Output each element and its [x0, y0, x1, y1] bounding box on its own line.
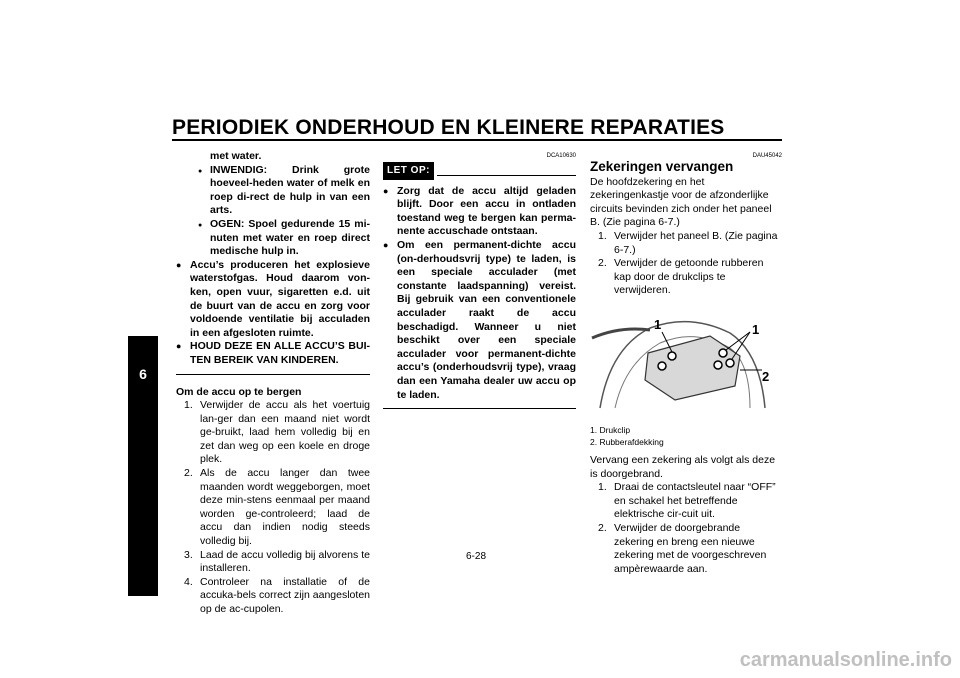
step — [598, 522, 782, 576]
notice-bullet — [383, 185, 576, 239]
step — [184, 399, 370, 467]
step — [598, 257, 782, 298]
intro-paragraph: De hoofdzekering en het zekeringenkastje voor de afzonderlijke circuits bevinden zich onder het paneel B. (Zie pagina 6-7.) — [590, 175, 772, 229]
notice-header-rule — [437, 175, 576, 176]
step-text: Verwijder de getoonde rubberen kap door de drukclips te verwijderen. — [614, 257, 764, 297]
column-left — [176, 150, 370, 617]
step-number: 2. — [184, 467, 193, 480]
reference-code: DAU45042 — [752, 153, 782, 159]
section-rule — [176, 374, 370, 375]
warning-bullet-text: Accu’s produceren het explosieve waterstofgas. Houd daarom von-ken, open vuur, sigaretten e.d. uit de buurt van de accu en zorg voor voldoende ventilatie bij acculaden in een afgesloten ruimte. — [190, 258, 370, 339]
subheading: Om de accu op te bergen — [176, 385, 302, 398]
watermark: carmanualsonline.info — [739, 649, 952, 671]
sub-bullet — [198, 164, 370, 218]
step-text: Laad de accu volledig bij alvorens te installeren. — [200, 548, 370, 575]
page-header-title: PERIODIEK ONDERHOUD EN KLEINERE REPARATIES — [172, 116, 725, 139]
header-rule — [172, 139, 782, 141]
step-text: Als de accu langer dan twee maanden wordt weggeborgen, moet deze min-stens eenmaal per maand worden ge-controleerd; laad de accu dan indien nodig steeds volledig bij. — [200, 467, 370, 548]
section-title: Zekeringen vervangen — [590, 159, 734, 174]
warning-bullet — [176, 259, 370, 341]
warning-bullet-text: HOUD DEZE EN ALLE ACCU’S BUI-TEN BEREIK VAN KINDEREN. — [190, 340, 370, 366]
callout-label: 2 — [762, 368, 770, 384]
callout-label: 1 — [752, 321, 760, 337]
bullet-icon: ● — [176, 341, 182, 352]
step — [184, 549, 370, 576]
step-number: 1. — [184, 399, 193, 412]
callout-label: 1 — [654, 316, 662, 332]
step-number: 1. — [598, 481, 607, 494]
paragraph: Vervang een zekering als volgt als deze is doorgebrand. — [590, 453, 776, 480]
step-number: 2. — [598, 257, 607, 270]
step — [598, 481, 782, 522]
sub-bullet-text: OGEN: Spoel gedurende 15 mi-nuten met water en roep direct medische hulp in. — [210, 217, 370, 258]
notice-header — [383, 162, 576, 180]
step-text: Verwijder de doorgebrande zekering en breng een nieuwe zekering met de voorgeschreven ampèrewaarde aan. — [614, 521, 767, 575]
bullet-icon: ● — [176, 259, 182, 270]
bullet-icon: ● — [383, 185, 389, 196]
notice-bullet-text: Om een permanent-dichte accu (on-derhoudsvrij type) te laden, is een speciale acculader (met constante laadspanning) vereist. Bij gebruik van een conventionele acculader raakt de accu beschadigd. Wanneer u niet beschikt over een speciale acculader voor permanent-dichte accu’s (onderhoudsvrij type), vraag dan een Yamaha dealer uw accu op te laden. — [397, 238, 576, 401]
step — [184, 576, 370, 617]
step-number: 1. — [598, 229, 607, 242]
column-middle — [383, 152, 576, 412]
column-right — [590, 152, 782, 576]
step — [184, 467, 370, 549]
step — [598, 230, 782, 257]
page-number: 6-28 — [466, 551, 487, 562]
step-text: Verwijder het paneel B. (Zie pagina 6-7.) — [614, 229, 778, 256]
warning-bullet — [176, 340, 370, 367]
notice-badge: LET OP: — [383, 162, 434, 180]
dot-icon: ● — [198, 221, 203, 229]
sub-bullet — [198, 218, 370, 259]
reference-code: DCA10630 — [546, 153, 576, 159]
bullet-icon: ● — [383, 239, 389, 250]
step-text: Verwijder de accu als het voertuig lan-ger dan een maand niet wordt ge-bruikt, laad hem volledig bij en zet dan weg op een koele en droge plek. — [200, 399, 370, 466]
step-number: 2. — [598, 521, 607, 534]
notice-bullet — [383, 239, 576, 402]
figure-caption — [590, 424, 782, 448]
fuse-cover-illustration — [590, 308, 782, 418]
step-text: Controleer na installatie of de accuka-bels correct zijn aangesloten op de ac-cupolen. — [200, 575, 370, 615]
caption-line: 1. Drukclip — [590, 424, 631, 435]
caption-line: 2. Rubberafdekking — [590, 436, 664, 447]
continued-line: met water. — [210, 150, 262, 162]
notice-end-rule — [383, 408, 576, 409]
notice-bullet-text: Zorg dat de accu altijd geladen blijft. Door een accu in ontladen toestand weg te bergen kan perma-nente accuschade ontstaan. — [397, 184, 576, 238]
sub-bullet-text: INWENDIG: Drink grote hoeveel-heden water of melk en roep di-rect de hulp in van een arts. — [210, 163, 370, 217]
chapter-tab: 6 — [128, 336, 158, 596]
step-number: 3. — [184, 548, 193, 561]
step-text: Draai de contactsleutel naar “OFF” en schakel het betreffende elektrische cir-cuit uit. — [614, 481, 776, 521]
dot-icon: ● — [198, 167, 203, 175]
step-number: 4. — [184, 575, 193, 588]
